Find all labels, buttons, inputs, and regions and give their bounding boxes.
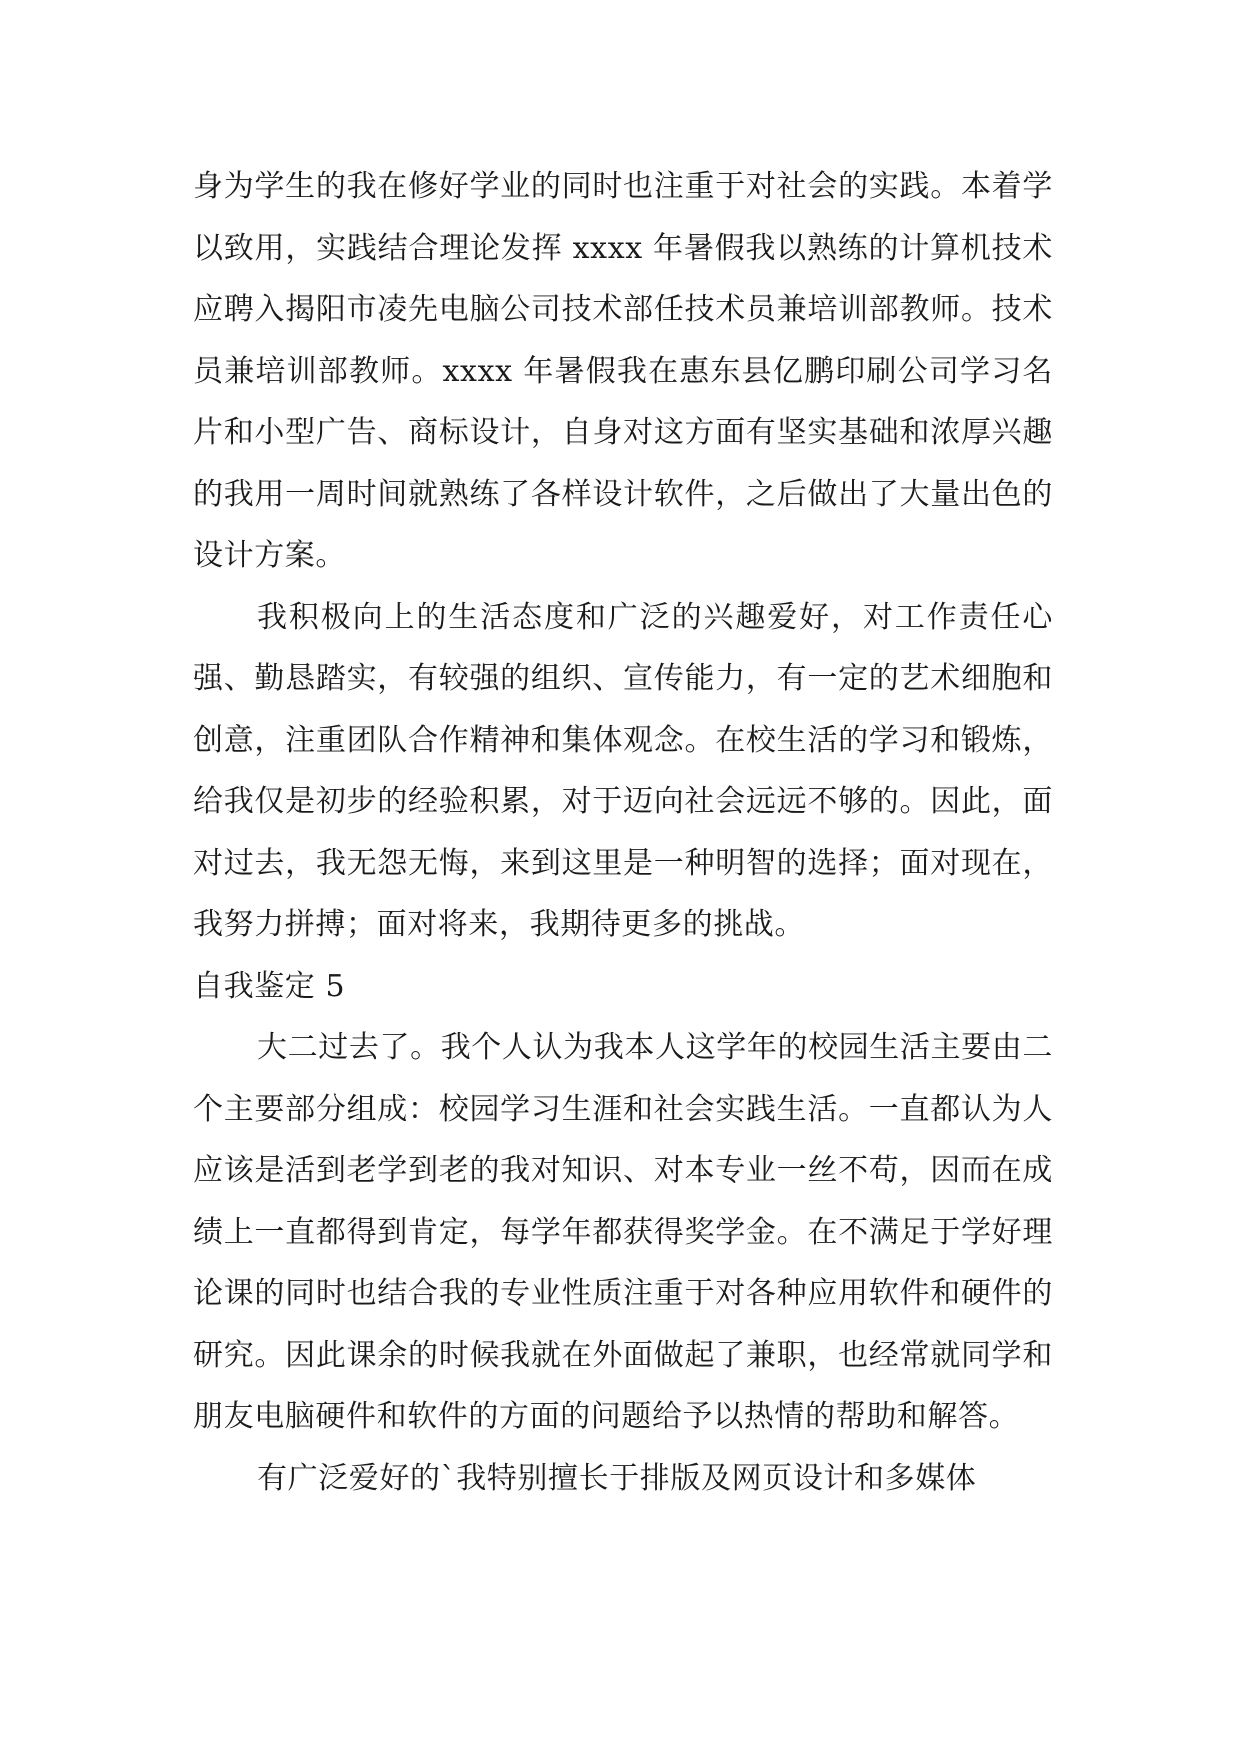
section-heading: 自我鉴定 5	[193, 968, 346, 1004]
document-body	[193, 156, 1053, 1509]
paragraph-sophomore: 大二过去了。我个人认为我本人这学年的校园生活主要由二个主要部分组成：校园学习生涯和社会实践生活。一直都认为人应该是活到老学到老的我对知识、对本专业一丝不苟，因而在成绩上一直都得到肯定，每学年都获得奖学金。在不满足于学好理论课的同时也结合我的专业性质注重于对各种应用软件和硬件的研究。因此课余的时候我就在外面做起了兼职，也经常就同学和朋友电脑硬件和软件的方面的问题给予以热情的帮助和解答。	[193, 1030, 1053, 1434]
paragraph-practice: 身为学生的我在修好学业的同时也注重于对社会的实践。本着学以致用，实践结合理论发挥 xxxx 年暑假我以熟练的计算机技术应聘入揭阳市凌先电脑公司技术部任技术员兼培训部教师。技术员兼培训部教师。xxxx 年暑假我在惠东县亿鹏印刷公司学习名片和小型广告、商标设计，自身对这方面有坚实基础和浓厚兴趣的我用一周时间就熟练了各样设计软件，之后做出了大量出色的设计方案。	[193, 169, 1053, 573]
paragraph-attitude: 我积极向上的生活态度和广泛的兴趣爱好，对工作责任心强、勤恳踏实，有较强的组织、宣传能力，有一定的艺术细胞和创意，注重团队合作精神和集体观念。在校生活的学习和锻炼，给我仅是初步的经验积累，对于迈向社会远远不够的。因此，面对过去，我无怨无悔，来到这里是一种明智的选择；面对现在，我努力拼搏；面对将来，我期待更多的挑战。	[193, 599, 1053, 942]
paragraph-hobbies: 有广泛爱好的`我特别擅长于排版及网页设计和多媒体	[257, 1460, 977, 1496]
